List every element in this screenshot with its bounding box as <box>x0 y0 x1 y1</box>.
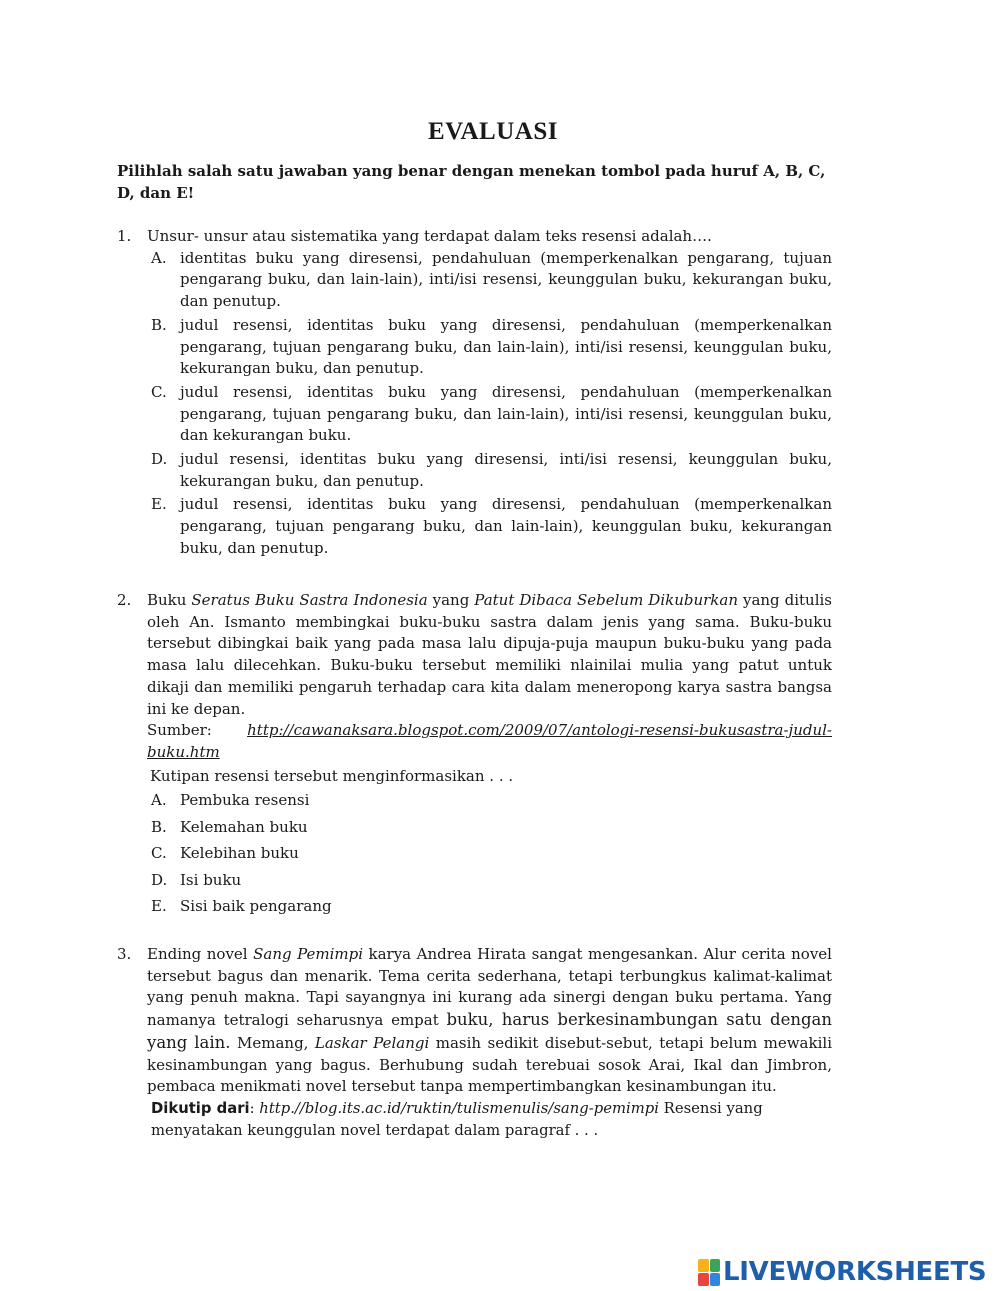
option-b[interactable] <box>151 817 832 839</box>
stem-text-emphasis: buku, harus berkesinambungan satu dengan yang lain. <box>147 1010 833 1052</box>
option-text: identitas buku yang diresensi, pendahuluan (memperkenalkan pengarang, tujuan pengarang buku, dan lain-lain), inti/isi resensi, keunggulan buku, kekurangan buku, dan penutup. <box>180 248 832 311</box>
option-text: judul resensi, identitas buku yang diresensi, inti/isi resensi, keunggulan buku, kekurangan buku, dan penutup. <box>180 450 832 490</box>
book-title: Laskar Pelangi <box>314 1033 430 1052</box>
question-number: 1. <box>117 227 132 245</box>
option-d[interactable] <box>151 870 832 892</box>
stem-text: yang ditulis oleh An. Ismanto membingkai buku-buku sastra dalam jenis yang sama. Buku-buku tersebut dibingkai baik yang pada masa lalu dipuja-puja maupun buku-buku yang pada masa lalu dilecehkan. Buku-buku tersebut memiliki nlainilai mulia yang patut untuk dikaji dan memiliki pengaruh terhadap cara kita dalam meneropong karya sastra bangsa ini ke depan. <box>147 591 832 718</box>
source-link-continued[interactable]: buku.htm <box>147 742 220 761</box>
option-c[interactable] <box>151 382 832 447</box>
logo-block <box>698 1259 709 1272</box>
option-text: judul resensi, identitas buku yang diresensi, pendahuluan (memperkenalkan pengarang, tujuan pengarang buku, dan lain-lain), inti/isi resensi, keunggulan buku, dan kekurangan buku. <box>180 382 832 445</box>
stem-text: Memang, <box>230 1033 315 1052</box>
question-3 <box>117 944 832 1141</box>
stem-text: Buku <box>147 591 192 609</box>
question-prompt-continued: menyatakan keunggulan novel terdapat dalam paragraf . . . <box>151 1121 599 1139</box>
option-e[interactable] <box>151 896 832 918</box>
quoted-label: Dikutip dari <box>151 1099 250 1117</box>
page-title: EVALUASI <box>428 118 558 145</box>
book-title: Patut Dibaca Sebelum Dikuburkan <box>474 591 738 609</box>
stem-text: masih sedikit disebut-sebut, tetapi belum mewakili kesinambungan yang bagus. Berhubung sudah terebuai sosok Arai, Ikal dan Jimbron, pembaca menikmati novel tersebut tanpa mempertimbangkan kesinambungan itu. <box>147 1033 832 1096</box>
book-title: Seratus Buku Sastra Indonesia <box>191 591 428 609</box>
question-prompt: Resensi yang <box>658 1099 763 1117</box>
source-line <box>147 720 832 742</box>
option-text: Pembuka resensi <box>180 791 310 810</box>
book-title: Sang Pemimpi <box>253 945 364 963</box>
option-text: Isi buku <box>180 870 242 889</box>
option-a[interactable] <box>151 248 832 313</box>
option-letter[interactable]: C. <box>151 844 167 863</box>
stem-text: Ending novel <box>147 945 254 963</box>
question-number: 3. <box>117 945 132 963</box>
option-text: Kelebihan buku <box>180 844 299 863</box>
question-stem: Unsur- unsur atau sistematika yang terdapat dalam teks resensi adalah…. <box>147 227 712 245</box>
option-c[interactable] <box>151 843 832 865</box>
liveworksheets-brand <box>698 1256 986 1288</box>
logo-block <box>710 1259 721 1272</box>
options-list <box>151 790 832 917</box>
option-letter[interactable]: C. <box>151 382 167 401</box>
option-letter[interactable]: E. <box>151 495 167 514</box>
brand-name: LIVEWORKSHEETS <box>723 1257 987 1287</box>
option-letter[interactable]: D. <box>151 450 168 469</box>
option-letter[interactable]: B. <box>151 817 167 836</box>
option-text: judul resensi, identitas buku yang diresensi, pendahuluan (memperkenalkan pengarang, tujuan pengarang buku, dan lain-lain), keunggulan buku, kekurangan buku, dan penutup. <box>180 495 832 557</box>
option-e[interactable] <box>151 494 832 559</box>
option-letter[interactable]: E. <box>151 896 167 915</box>
option-letter[interactable]: D. <box>151 870 168 889</box>
question-2 <box>117 590 832 922</box>
source-link[interactable]: http://cawanaksara.blogspot.com/2009/07/antologi-resensi-bukusastra-judul- <box>247 721 832 740</box>
stem-text: karya Andrea Hirata sangat mengesankan. Alur cerita novel tersebut bagus dan menarik. Tema cerita sederhana, tetapi terbungkus kalimat-kalimat yang penuh makna. Tapi sayangnya ini kurang ada sinergi dengan buku pertama. Yang namanya tetralogi seharusnya empat <box>147 945 832 1030</box>
quoted-url[interactable]: http.//blog.its.ac.id/ruktin/tulismenulis/sang-pemimpi <box>259 1099 659 1117</box>
option-text: judul resensi, identitas buku yang diresensi, pendahuluan (memperkenalkan pengarang, tujuan pengarang buku, dan lain-lain), inti/isi resensi, keunggulan buku, kekurangan buku, dan penutup. <box>180 315 832 378</box>
option-letter[interactable]: B. <box>151 315 167 334</box>
option-b[interactable] <box>151 315 832 380</box>
option-a[interactable] <box>151 790 832 812</box>
question-stem <box>147 590 832 720</box>
quoted-colon: : <box>249 1099 255 1117</box>
options-list <box>151 248 832 560</box>
instruction-text: Pilihlah salah satu jawaban yang benar dengan menekan tombol pada huruf A, B, C, D, dan E! <box>117 162 826 202</box>
option-text: Kelemahan buku <box>180 817 308 836</box>
option-text: Sisi baik pengarang <box>180 896 332 915</box>
question-1 <box>117 226 832 562</box>
logo-block <box>698 1273 709 1286</box>
liveworksheets-logo-icon <box>698 1259 720 1286</box>
option-letter[interactable]: A. <box>151 248 167 267</box>
question-stem <box>147 944 832 1098</box>
source-label: Sumber: <box>147 721 212 740</box>
logo-block <box>710 1273 721 1286</box>
question-number: 2. <box>117 591 132 609</box>
stem-text: yang <box>427 591 475 609</box>
option-letter[interactable]: A. <box>151 791 167 810</box>
question-prompt: Kutipan resensi tersebut menginformasikan . . . <box>150 766 514 785</box>
quoted-source-line <box>151 1098 832 1120</box>
option-d[interactable] <box>151 449 832 492</box>
